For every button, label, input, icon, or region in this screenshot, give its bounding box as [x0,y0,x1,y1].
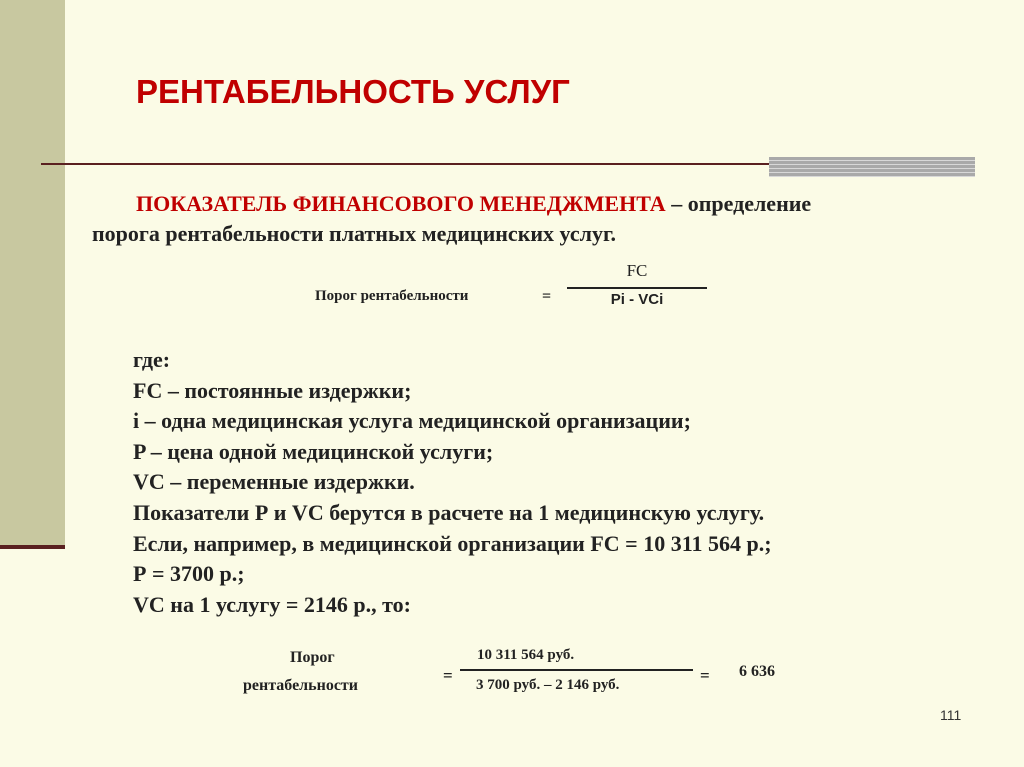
definitions-list [133,345,772,620]
page-number: 111 [940,707,962,723]
formula2-label-line2: рентабельности [243,677,358,694]
formula1-numerator: FC [626,261,648,280]
intro-paragraph [92,189,952,249]
formula2-label-line1: Порог [290,649,335,666]
intro-rest: – определение [665,191,812,216]
formula2-result: 6 636 [739,663,775,680]
definition-line: Если, например, в медицинской организации FC = 10 311 564 р.; [133,530,772,556]
definition-line: VC на 1 услугу = 2146 р., то: [133,591,411,617]
sidebar-divider [0,545,65,549]
formula1-equals: = [542,288,552,305]
formula2-denominator: 3 700 руб. – 2 146 руб. [476,677,620,693]
intro-line2: порога рентабельности платных медицинских услуг. [92,221,616,246]
definition-line: P – цена одной медицинской услуги; [133,438,494,464]
definition-line: Показатели Р и VC берутся в расчете на 1 медицинскую услугу. [133,499,765,525]
formula1-denominator: Pi - VCi [610,291,664,308]
formula1-label: Порог рентабельности [315,288,469,304]
formula2-result-equals: = [700,666,710,685]
definition-line: VC – переменные издержки. [133,469,415,495]
formula2-equals: = [443,666,453,685]
sidebar-band [0,0,65,547]
formula2-numerator: 10 311 564 руб. [477,647,575,663]
intro-term: ПОКАЗАТЕЛЬ ФИНАНСОВОГО МЕНЕДЖМЕНТА [136,191,666,216]
definition-line: где: [133,347,171,372]
definition-line: Р = 3700 р.; [133,561,245,587]
slide-title: РЕНТАБЕЛЬНОСТЬ УСЛУГ [136,73,570,110]
definition-line: i – одна медицинская услуга медицинской организации; [133,408,691,434]
formula1-fraction-bar [567,287,707,289]
formula2-fraction-bar [460,669,693,671]
decorative-gray-bar [769,157,975,177]
definition-line: FC – постоянные издержки; [133,377,412,403]
